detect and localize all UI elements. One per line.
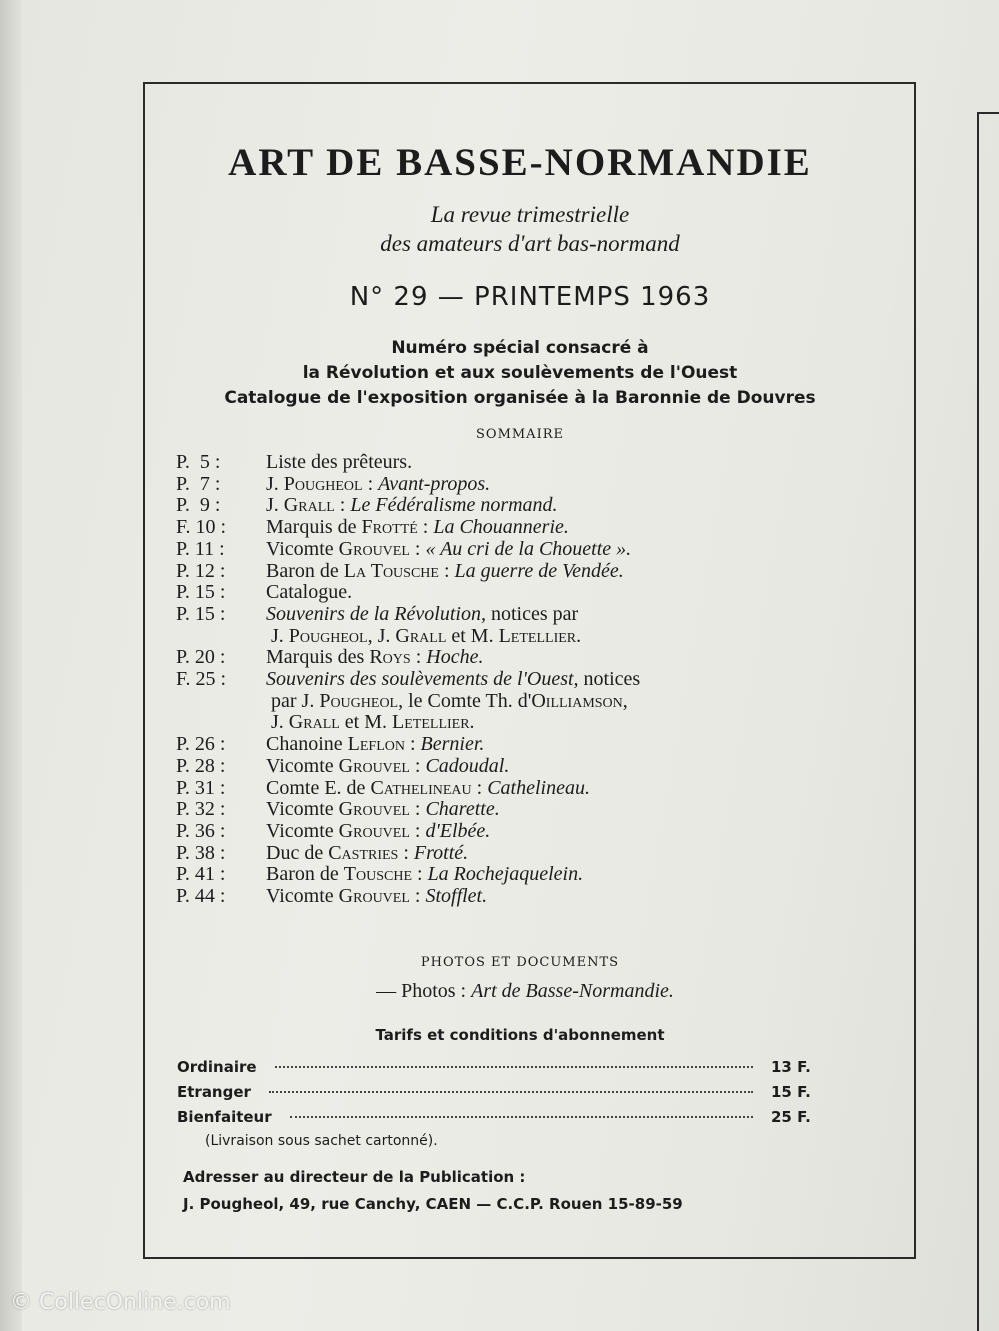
author-name: Letellier (392, 711, 470, 734)
toc-entry (176, 495, 866, 517)
contact-instruction: Adresser au directeur de la Publication : (183, 1168, 526, 1186)
toc-entry-text (266, 647, 866, 669)
author-name: Grouvel (338, 819, 410, 842)
entry-text: : (334, 494, 351, 517)
author-name: La Tousche (343, 559, 439, 582)
contact-address: J. Pougheol, 49, rue Canchy, CAEN — C.C.P. Rouen 15-89-59 (183, 1195, 683, 1213)
author-name: Cathelineau (370, 776, 472, 799)
tarif-row-bienfaiteur (177, 1108, 827, 1126)
article-title: Frotté. (413, 841, 469, 864)
entry-text: . (469, 711, 475, 734)
entry-text: notices (578, 668, 641, 691)
entry-text: Baron de (266, 863, 344, 886)
sommaire-heading: SOMMAIRE (476, 427, 564, 442)
entry-text: J. (271, 711, 289, 734)
entry-text: Marquis des (266, 646, 370, 669)
entry-text: : (409, 819, 426, 842)
toc-page-ref: F. 25 : (176, 668, 227, 691)
article-title: Souvenirs de la Révolution, (266, 602, 486, 625)
tarif-row-ordinaire (177, 1058, 827, 1076)
article-title: Stofflet. (425, 885, 488, 908)
entry-text: : (412, 863, 428, 886)
toc-page-ref: P. 12 : (176, 559, 226, 582)
toc-entry-text (266, 604, 866, 626)
author-name: Pougheol (319, 689, 399, 712)
entry-text: Vicomte (266, 798, 339, 821)
toc-entry-text (266, 864, 866, 886)
special-line-1: Numéro spécial consacré à (391, 338, 649, 358)
table-of-contents (176, 452, 866, 908)
author-name: Letellier (498, 624, 577, 647)
entry-text: : (410, 646, 427, 669)
entry-text: J. (266, 494, 284, 517)
author-name: Grouvel (338, 537, 410, 560)
entry-text: Liste des prêteurs. (266, 451, 413, 473)
page-edge (0, 0, 22, 1331)
issue-number: N° 29 — PRINTEMPS 1963 (349, 282, 711, 312)
toc-page-ref: F. 10 : (176, 516, 227, 539)
entry-text: Vicomte (266, 537, 339, 560)
article-title: Avant-propos. (378, 472, 491, 495)
toc-entry (176, 452, 866, 474)
toc-entry (176, 539, 866, 561)
entry-text: : (417, 516, 434, 539)
article-title: Charette. (425, 798, 500, 821)
entry-text: notices par (485, 602, 579, 625)
article-title: Cathelineau. (487, 776, 590, 799)
author-name: Grall (395, 624, 447, 647)
article-title: La Rochejaquelein. (427, 863, 584, 886)
toc-entry-text (266, 669, 866, 691)
toc-entry (176, 821, 866, 843)
toc-entry-continuation (176, 691, 866, 713)
toc-page-ref: P. 41 : (176, 863, 226, 886)
article-title: Souvenirs des soulèvements de l'Ouest, (266, 668, 579, 691)
entry-text: J. (266, 472, 284, 495)
article-title: d'Elbée. (425, 819, 491, 842)
author-name: Leflon (347, 733, 405, 756)
author-name: Grouvel (338, 754, 410, 777)
toc-page-ref: P. 44 : (176, 885, 226, 908)
tarif-price: 15 F. (771, 1083, 811, 1101)
author-name: Grall (283, 494, 335, 517)
author-name: Frotté (361, 516, 418, 539)
entry-text: : (404, 733, 421, 756)
entry-text: Vicomte (266, 819, 339, 842)
toc-page-ref: P. 28 : (176, 754, 226, 777)
tarif-price: 13 F. (771, 1058, 811, 1076)
entry-text: Marquis de (266, 516, 362, 539)
subtitle-line-2: des amateurs d'art bas-normand (380, 231, 680, 256)
article-title: Hoche. (426, 646, 484, 669)
author-name: Roys (369, 646, 411, 669)
toc-entry-text (266, 582, 866, 604)
toc-entry-text (266, 734, 866, 756)
entry-text: Vicomte (266, 754, 339, 777)
toc-entry (176, 886, 866, 908)
toc-entry-continuation (176, 626, 866, 648)
toc-entry (176, 778, 866, 800)
watermark: © CollecOnline.com (10, 1290, 231, 1315)
entry-text: Duc de (266, 841, 329, 864)
toc-entry (176, 604, 866, 626)
toc-entry-text (266, 452, 866, 474)
toc-entry-text (266, 843, 866, 865)
toc-entry-continuation (176, 712, 866, 734)
toc-entry-text (266, 495, 866, 517)
toc-entry (176, 517, 866, 539)
entry-text: : (409, 537, 426, 560)
tarif-label: Ordinaire (177, 1058, 257, 1076)
toc-page-ref: P. 38 : (176, 841, 226, 864)
article-title: Bernier. (420, 733, 485, 756)
entry-text: Catalogue. (266, 581, 353, 604)
toc-entry-text (266, 756, 866, 778)
entry-text: et M. (446, 624, 499, 647)
toc-page-ref: P. 7 : (176, 472, 221, 495)
toc-entry (176, 799, 866, 821)
special-line-2: la Révolution et aux soulèvements de l'Ouest (302, 363, 738, 383)
entry-text: , le Comte Th. d' (398, 689, 532, 712)
tarifs-heading: Tarifs et conditions d'abonnement (375, 1026, 665, 1044)
special-line-3: Catalogue de l'exposition organisée à la Baronnie de Douvres (224, 388, 816, 408)
author-name: Oilliamson (531, 689, 623, 712)
entry-text: Vicomte (266, 885, 339, 908)
toc-page-ref: P. 15 : (176, 602, 226, 625)
entry-text: : (409, 754, 426, 777)
tarif-price: 25 F. (771, 1108, 811, 1126)
toc-page-ref: P. 31 : (176, 776, 226, 799)
toc-entry-text (266, 561, 866, 583)
article-title: Cadoudal. (425, 754, 510, 777)
toc-entry (176, 864, 866, 886)
entry-text: Chanoine (266, 733, 348, 756)
toc-page-ref: P. 11 : (176, 537, 225, 560)
delivery-note: (Livraison sous sachet cartonné). (205, 1133, 438, 1149)
entry-text: . (576, 624, 582, 647)
toc-entry (176, 647, 866, 669)
photos-heading: PHOTOS ET DOCUMENTS (420, 955, 620, 970)
article-title: La Chouannerie. (433, 516, 569, 539)
tarif-label: Etranger (177, 1083, 251, 1101)
subtitle-line-1: La revue trimestrielle (430, 202, 630, 227)
toc-page-ref: P. 36 : (176, 819, 226, 842)
toc-page-ref: P. 15 : (176, 581, 226, 604)
entry-text: : (409, 798, 426, 821)
article-title: « Au cri de la Chouette ». (425, 537, 632, 560)
entry-text: , J. (367, 624, 396, 647)
toc-page-ref: P. 20 : (176, 646, 226, 669)
entry-text: et M. (339, 711, 393, 734)
photos-credit (175, 980, 875, 1003)
toc-page-ref: P. 5 : (176, 451, 221, 473)
entry-text: par J. (271, 689, 320, 712)
toc-entry (176, 561, 866, 583)
toc-entry-text (266, 886, 866, 908)
entry-text: : (409, 885, 426, 908)
entry-text: J. (271, 624, 289, 647)
toc-page-ref: P. 32 : (176, 798, 226, 821)
toc-entry (176, 756, 866, 778)
toc-entry (176, 843, 866, 865)
toc-entry-text (266, 539, 866, 561)
entry-text: , (622, 689, 628, 712)
entry-text: : (398, 841, 414, 864)
toc-entry (176, 734, 866, 756)
author-name: Grouvel (338, 885, 410, 908)
toc-entry (176, 474, 866, 496)
photos-prefix: — Photos : (376, 980, 472, 1002)
entry-text: : (438, 559, 455, 582)
dot-leader (290, 1116, 753, 1118)
dot-leader (275, 1066, 753, 1068)
author-name: Grouvel (338, 798, 410, 821)
toc-page-ref: P. 26 : (176, 733, 226, 756)
tarif-row-etranger (177, 1083, 827, 1101)
entry-text: Baron de (266, 559, 344, 582)
adjacent-page-frame (977, 112, 999, 1331)
photos-source: Art de Basse-Normandie. (471, 980, 674, 1002)
toc-entry-text (266, 821, 866, 843)
author-name: Grall (288, 711, 340, 734)
dot-leader (269, 1091, 753, 1093)
toc-page-ref: P. 9 : (176, 494, 221, 517)
author-name: Tousche (343, 863, 412, 886)
entry-text: : (362, 472, 379, 495)
article-title: La guerre de Vendée. (454, 559, 624, 582)
toc-entry-text (266, 474, 866, 496)
toc-entry-text (266, 799, 866, 821)
tarif-label: Bienfaiteur (177, 1108, 272, 1126)
author-name: Pougheol (288, 624, 368, 647)
entry-text: : (471, 776, 488, 799)
magazine-title: ART DE BASSE-NORMANDIE (228, 141, 812, 184)
toc-entry-text (266, 778, 866, 800)
author-name: Castries (328, 841, 399, 864)
author-name: Pougheol (283, 472, 363, 495)
entry-text: Comte E. de (266, 776, 371, 799)
toc-entry-text (266, 517, 866, 539)
subtitle (180, 200, 880, 258)
toc-entry (176, 582, 866, 604)
toc-entry (176, 669, 866, 691)
special-issue-description (150, 336, 890, 411)
article-title: Le Fédéralisme normand. (350, 494, 558, 517)
